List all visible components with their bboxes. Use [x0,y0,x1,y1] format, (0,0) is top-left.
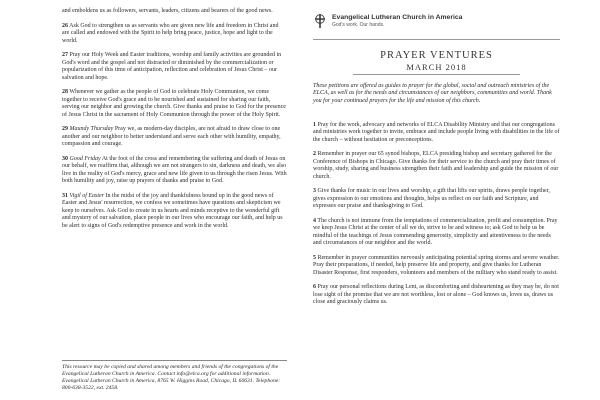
prayer-day-number: 3 [313,188,316,195]
left-prayer-list [62,8,287,230]
prayer-item [62,23,287,46]
prayer-item [62,8,287,16]
copyright-footer: This resource may be copied and shared among members and friends of the congregations of the Evangelical Lutheran Church in America. Contact info@elca.org for additional information. Evangelical Lutheran Church in America, 8765 W. Higgins Road, Chicago, IL 60631. Telephone: 800-638-3522, ext. 2458. [62,360,287,392]
prayer-day-number: 28 [62,89,68,95]
prayer-text: Give thanks for music in our lives and worship, a gift that lifts our spirits, draws people together, gives expression to our emotions and thoughts, helps us reflect on our faith and Scripture, and expresses our praise and thanksgiving to God. [313,188,550,210]
prayer-day-number: 4 [313,217,316,224]
prayer-text: Pray our personal reflections during Lent, as discomforting and disheartening as they may be, do not lose sight of the promise that we are not worthless, lost or alone – God knows us, loves us, draws us close and graciously claims us. [313,284,559,306]
page-date: MARCH 2018 [353,62,520,75]
prayer-item [313,188,560,211]
prayer-day-number: 1 [313,121,316,128]
prayer-text: Whenever we gather as the people of God to celebrate Holy Communion, we come together to receive God's grace and to be nourished and sustained for sharing our faith, serving our neighbor and growing the church. Give thanks and praise to God for the presence of Jesus Christ in the sacrament of Holy Communion through the power of the Holy Spirit. [62,89,286,118]
prayer-text: and emboldens us as followers, servants, leaders, citizens and bearers of the good news. [62,8,273,14]
prayer-day-number: 30 [62,155,68,162]
prayer-item [62,52,287,82]
prayer-item [313,255,560,278]
prayer-text: The church is not immune from the temptations of commercialization, profit and consumption. Pray we keep Jesus Christ at the center of all we do, strive to be and witness to; ask God to help us be mindful of the teachings of Jesus commending generosity, simplicity and attentiveness to the needs and circumstances of our neighbor and the world. [313,217,558,247]
page-title: PRAYER VENTURES [380,50,493,61]
prayer-text: Remember in prayer our 65 synod bishops, ELCA presiding bishop and secretary gathered for the Conference of Bishops in Chicago. Give thanks for their service to the church and pray their times of worship, study, sharing and business strengthen their faith and leadership and guide the mission of our church. [313,151,559,180]
elca-logo [313,11,560,31]
right-column [313,8,560,394]
prayer-item [62,193,287,231]
prayer-day-number: 31 [62,192,68,199]
prayer-day-number: 5 [313,254,316,261]
prayer-day-label: Maundy Thursday [69,126,114,132]
prayer-item [313,218,560,248]
title-block [313,50,560,75]
elca-cross-logo-icon [313,13,327,29]
prayer-text: In the midst of the joy and thankfulness bound up in the good news of Easter and Jesus' resurrection, we confess we sometimes have questions and skepticism we keep to ourselves. Ask God to create in us hearts and minds receptive to the wonderful gift and mystery of our salvation, place people in our lives who encourage our faith, and help us be alert to signs of God's redemptive presence and work in the world. [62,192,283,229]
prayer-item [313,151,560,181]
prayer-day-number: 29 [62,126,68,132]
intro-paragraph: These petitions are offered as guides to prayer for the global, social and outreach ministries of the ELCA, as well as for the needs and circumstances of our neighbors, communities and world. Thank you for your continued prayers for the life and mission of this church. [313,83,552,104]
prayer-item [62,156,287,186]
prayer-text: Pray we, as modern-day disciples, are not afraid to draw close to one another and our neighbor to better understand and serve each other with humility, empathy, compassion and courage. [62,126,281,147]
left-column [62,8,287,394]
prayer-day-number: 27 [62,52,68,58]
prayer-item [313,122,560,145]
prayer-day-number: 26 [62,22,68,29]
prayer-day-label: Vigil of Easter [69,192,105,199]
prayer-text: At the foot of the cross and remembering the suffering and death of Jesus on our behalf, we reaffirm that, although we are not strangers to sin, darkness and death, we also live in the reality of God's mercy, grace and new life given to us through the risen Jesus. With both humility and joy, raise up prayers of thanks and praise to God. [62,155,287,184]
prayer-item [62,89,287,119]
prayer-text: Pray for the work, advocacy and networks of ELCA Disability Ministry and that our congregations and ministries work together to invite, embrace and include people living with disabilities in the life of the church – without hesitation or preconceptions. [313,121,560,143]
prayer-day-number: 6 [313,284,316,291]
prayer-item [313,284,560,307]
prayer-text: Remember in prayer communities nervously anticipating potential spring storms and severe weather. Pray their preparations, if needed, help preserve life and property, and give thanks for Lutheran Disaster Response, first responders, volunteers and members of the military who stand ready to assist. [313,254,560,276]
prayer-item [62,126,287,149]
right-prayer-list [313,122,560,307]
prayer-day-label: Good Friday [69,155,101,162]
prayer-day-number: 2 [313,151,316,158]
header-divider [313,39,560,40]
org-tagline: God's work. Our hands. [332,22,385,28]
prayer-text: Ask God to strengthen us as servants who are given new life and freedom in Christ and are called and endowed with the Spirit to help bring peace, justice, hope and light to the world. [62,22,279,44]
prayer-text: Pray our Holy Week and Easter traditions, worship and family activities are grounded in God's word and the gospel and not distracted or diminished by the commercialization or popularization of this time of anticipation, reflection and celebration of Jesus Christ – our salvation and hope. [62,52,282,81]
org-name: Evangelical Lutheran Church in America [332,14,463,21]
